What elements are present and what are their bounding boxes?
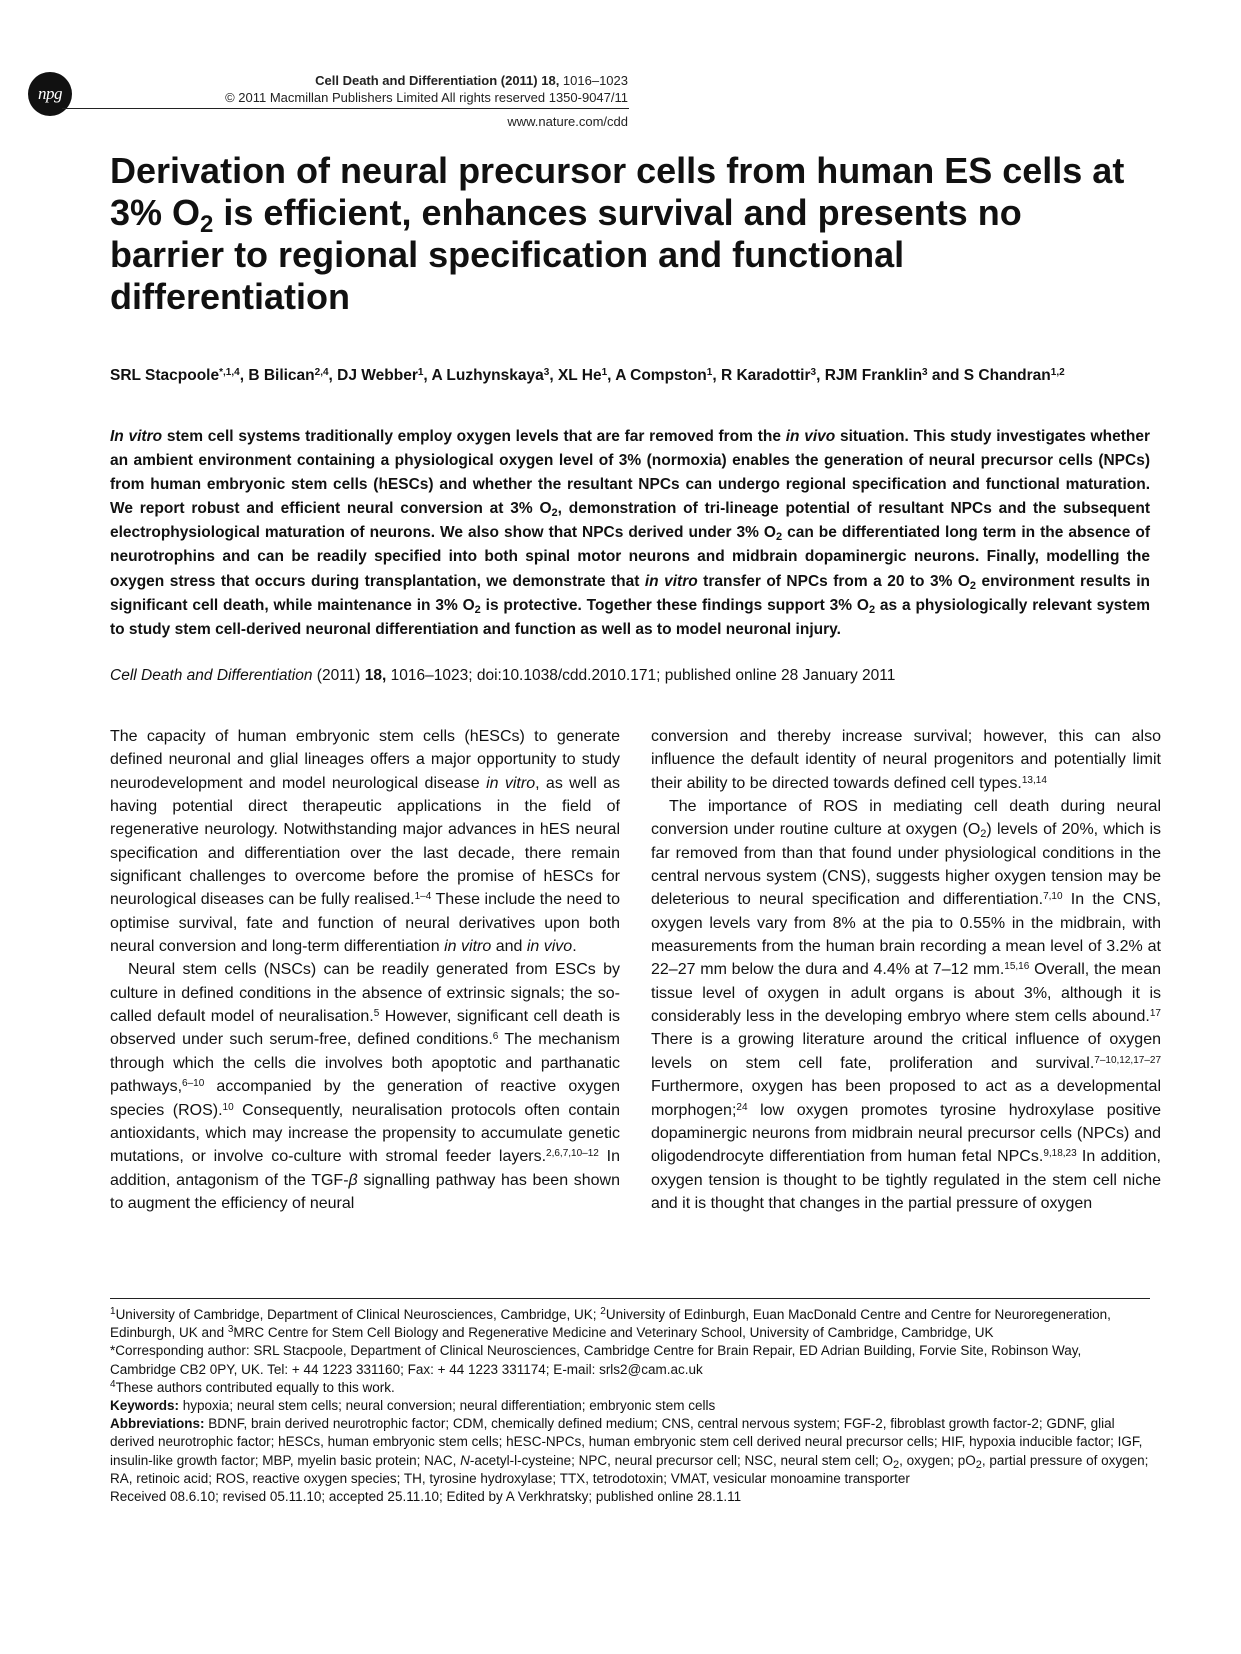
affiliation-marker: 4 [110, 1378, 116, 1390]
body-text: There is a growing literature around the critical influence of oxygen levels on stem cell fate, proliferation and survival. [651, 1031, 1161, 1072]
reference-link[interactable]: 2,6,7,10–12 [546, 1148, 599, 1160]
reference-link[interactable]: 9,18,23 [1043, 1148, 1077, 1160]
author-name[interactable]: XL He [557, 367, 602, 384]
abstract-text: environment results in significant cell death, while maintenance in 3% O [110, 572, 1151, 614]
abbreviations-subscript: 2 [975, 1458, 982, 1471]
body-text: In the CNS, oxygen levels vary from 8% at the pia to 0.55% in the midbrain, with measurements from the human brain recording a mean level of 3.2% at 22–27 mm below the dura and 4.4% at 7–12 mm. [651, 891, 1161, 979]
author-name[interactable]: A Compston [615, 367, 707, 384]
body-text: signalling pathway has been shown to augment the efficiency of neural [110, 1171, 621, 1212]
journal-url[interactable]: www.nature.com/cdd [507, 114, 628, 129]
author-list [110, 366, 1170, 386]
body-paragraph [110, 958, 620, 1215]
author-affiliation: 2,4 [314, 367, 329, 378]
body-text: ) levels of 20%, which is far removed from than that found under physiological conditions in the central nervous system (CNS), suggests higher oxygen tension may be deleterious to neural specification and differentiation. [651, 821, 1162, 909]
reference-link[interactable]: 6–10 [182, 1078, 205, 1090]
author-affiliation: 1,2 [1050, 367, 1065, 378]
affiliation-marker: 1 [110, 1306, 116, 1317]
body-column-right [651, 725, 1161, 1215]
author-name[interactable]: R Karadottir [720, 367, 811, 384]
author-affiliation: 1 [601, 367, 608, 378]
body-text: , as well as having potential direct therapeutic applications in the field of regenerative neurology. Notwithstanding major advances in hES neural specification and differentiation over the last decade, there remain significant challenges to overcome before the promise of hESCs for neurological diseases can be fully realised. [110, 774, 621, 909]
body-text: These include the need to optimise survival, fate and function of neural derivatives upon both neural conversion and long-term differentiation [110, 891, 620, 956]
author-name[interactable]: SRL Stacpoole [110, 367, 220, 384]
affiliation-text: MRC Centre for Stem Cell Biology and Regenerative Medicine and Veterinary School, University of Cambridge, Cambridge, UK [233, 1325, 994, 1341]
author-separator: , [549, 367, 558, 384]
author-separator: , [239, 367, 249, 384]
body-italic: in vitro [444, 938, 492, 956]
reference-link[interactable]: 6 [492, 1031, 499, 1043]
reference-link[interactable]: 24 [736, 1101, 748, 1113]
affiliation-marker: 3 [227, 1324, 234, 1336]
body-italic: β [348, 1171, 358, 1189]
author-affiliation: 3 [922, 367, 928, 378]
author-name[interactable]: RJM Franklin [824, 367, 923, 384]
body-text: However, significant cell death is observed under such serum-free, defined conditions. [110, 1008, 621, 1049]
abbreviations-text: , partial pressure of oxygen; RA, retinoic acid; ROS, reactive oxygen species; TH, tyrosine hydroxylase; TTX, tetrodotoxin; VMAT, vesicular monoamine transporter [110, 1452, 1149, 1486]
author-affiliation: 1 [417, 367, 424, 378]
author-name[interactable]: B Bilican [248, 367, 315, 384]
abstract-text: can be differentiated long term in the absence of neurotrophins and can be readily specified into both spinal motor neurons and midbrain dopaminergic neurons. Finally, modelling the oxygen stress that occurs during transplantation, we demonstrate that [110, 524, 1150, 590]
reference-link[interactable]: 7–10,12,17–27 [1094, 1054, 1161, 1066]
body-text: In addition, antagonism of the TGF- [110, 1148, 620, 1189]
affiliation-marker: 2 [600, 1306, 606, 1317]
footnotes [110, 1306, 1150, 1506]
header-divider [62, 108, 629, 109]
abstract-text: , demonstration of tri-lineage potential of resultant NPCs and the subsequent electrophysiological maturation of neurons. We also show that NPCs derived under 3% O [110, 500, 1150, 542]
body-column-left [110, 725, 620, 1215]
abbreviations-text: -acetyl-l-cysteine; NPC, neural precursor cell; NSC, neural stem cell; O [469, 1452, 894, 1468]
author-separator: , [607, 367, 616, 384]
reference-link[interactable]: 5 [373, 1008, 380, 1020]
keywords-text: hypoxia; neural stem cells; neural conversion; neural differentiation; embryonic stem cells [179, 1398, 716, 1414]
title-text-2: is efficient, enhances survival and presents no barrier to regional specification and functional differentiation [110, 192, 1022, 317]
body-text: Consequently, neuralisation protocols often contain antioxidants, which may increase the propensity to accumulate genetic mutations, or involve co-culture with stromal feeder layers. [110, 1101, 621, 1166]
journal-name: Cell Death and Differentiation (2011) 18, [315, 73, 560, 88]
body-text: The importance of ROS in mediating cell death during neural conversion under routine culture at oxygen (O [651, 798, 1161, 839]
author-separator: and [927, 367, 964, 384]
publisher-logo: npg [28, 72, 72, 116]
affiliations [110, 1306, 1150, 1342]
abbreviations-italic: N [460, 1452, 470, 1468]
body-paragraph [651, 725, 1161, 795]
body-text: In addition, oxygen tension is thought to be tightly regulated in the stem cell niche and it is thought that changes in the partial pressure of oxygen [651, 1148, 1161, 1212]
body-text: The capacity of human embryonic stem cells (hESCs) to generate defined neuronal and glial lineages offers a major opportunity to study neurodevelopment and model neurological disease [110, 728, 620, 792]
equal-contribution-note [110, 1379, 1150, 1397]
body-text: Overall, the mean tissue level of oxygen in adult organs is about 3%, although it is considerably less in the developing embryo where stem cells abound. [651, 961, 1161, 1026]
body-text: low oxygen promotes tyrosine hydroxylase positive dopaminergic neurons from midbrain neural precursor cells (NPCs) and oligodendrocyte differentiation from human fetal NPCs. [651, 1101, 1161, 1166]
note-text: These authors contributed equally to this work. [115, 1379, 395, 1395]
reference-link[interactable]: 17 [1149, 1008, 1161, 1020]
author-affiliation: 3 [543, 367, 550, 378]
abstract-subscript: 2 [969, 579, 977, 592]
author-affiliation: *,1,4 [219, 367, 240, 378]
abstract-subscript: 2 [551, 507, 558, 520]
abstract-text: transfer of NPCs from a 20 to 3% O [697, 572, 970, 590]
author-affiliation: 1 [706, 367, 713, 378]
title-subscript: 2 [200, 211, 214, 238]
footnote-divider [110, 1298, 1150, 1299]
reference-link[interactable]: 15,16 [1004, 961, 1030, 973]
author-affiliation: 3 [810, 367, 817, 378]
abstract-italic: in vivo [785, 428, 836, 445]
citation-volume: 18, [364, 667, 387, 684]
keywords-label: Keywords: [110, 1398, 180, 1414]
body-text: conversion and thereby increase survival; however, this can also influence the default identity of neural progenitors and potentially limit their ability to be directed towards defined cell types. [651, 728, 1161, 792]
abbreviations [110, 1415, 1150, 1488]
body-italic: in vitro [486, 774, 536, 792]
reference-link[interactable]: 7,10 [1043, 891, 1063, 903]
reference-link[interactable]: 13,14 [1021, 774, 1047, 786]
keywords [110, 1397, 1150, 1415]
citation-journal: Cell Death and Differentiation [110, 667, 313, 684]
abstract-text: situation. This study investigates whether an ambient environment containing a physiological oxygen level of 3% (normoxia) enables the generation of neural precursor cells (NPCs) from human embryonic stem cells (hESCs) and whether the resultant NPCs can undergo regional specification and functional maturation. We report robust and efficient neural conversion at 3% O [110, 428, 1150, 518]
body-subscript: 2 [980, 828, 987, 841]
body-paragraph [651, 795, 1161, 1215]
body-text: accompanied by the generation of reactive oxygen species (ROS). [110, 1078, 620, 1119]
abstract-subscript: 2 [868, 603, 876, 616]
reference-link[interactable]: 1–4 [414, 891, 432, 903]
abstract-subscript: 2 [775, 531, 783, 544]
abstract-italic: in vitro [644, 572, 698, 590]
reference-link[interactable]: 10 [222, 1101, 234, 1113]
body-text: Neural stem cells (NSCs) can be readily generated from ESCs by culture in defined conditions in the absence of extrinsic signals; the so-called default model of neuralisation. [110, 961, 620, 1026]
journal-pages: 1016–1023 [559, 73, 628, 88]
body-text: . [572, 938, 577, 956]
abbreviations-label: Abbreviations: [110, 1416, 205, 1432]
affiliation-text: University of Edinburgh, Euan MacDonald Centre and Centre for Neuroregeneration, Edinburgh, UK and [110, 1307, 1111, 1341]
author-separator: , [423, 367, 432, 384]
author-name[interactable]: DJ Webber [337, 367, 418, 384]
citation-line [110, 666, 1150, 686]
title-text-1: Derivation of neural precursor cells from human ES cells at 3% O [110, 150, 1125, 233]
abstract-italic: In vitro [110, 428, 163, 445]
corresponding-author: *Corresponding author: SRL Stacpoole, Department of Clinical Neurosciences, Cambridge Centre for Brain Repair, ED Adrian Building, Forvie Site, Robinson Way, Cambridge CB2 0PY, UK. Tel: + 44 1223 331160; Fax: + 44 1223 331174; E-mail: srls2@cam.ac.uk [110, 1343, 1082, 1377]
abbreviations-text: , oxygen; pO [899, 1452, 976, 1468]
copyright-line: © 2011 Macmillan Publishers Limited All rights reserved 1350-9047/11 [225, 90, 628, 105]
body-text: and [491, 938, 527, 956]
citation-doi: 1016–1023; doi:10.1038/cdd.2010.171; published online 28 January 2011 [386, 667, 896, 684]
body-text: The mechanism through which the cells die involves both apoptotic and parthanatic pathways, [110, 1031, 620, 1096]
abbreviations-subscript: 2 [893, 1458, 900, 1471]
affiliation-text: University of Cambridge, Department of Clinical Neurosciences, Cambridge, UK; [115, 1307, 601, 1322]
abstract-text: is protective. Together these findings support 3% O [480, 596, 869, 614]
abstract [110, 425, 1150, 642]
abstract-subscript: 2 [474, 603, 481, 616]
author-separator: , [816, 367, 825, 384]
abstract-text: stem cell systems traditionally employ oxygen levels that are far removed from the [162, 428, 786, 445]
article-title [110, 150, 1140, 318]
author-name[interactable]: S Chandran [963, 367, 1051, 384]
body-paragraph [110, 725, 620, 958]
abbreviations-text: BDNF, brain derived neurotrophic factor; CDM, chemically defined medium; CNS, central nervous system; FGF-2, fibroblast growth factor-2; GDNF, glial derived neurotrophic factor; hESCs, human embryonic stem cells; hESC-NPCs, human embryonic stem cell derived neural precursor cells; HIF, hypoxia inducible factor; IGF, insulin-like growth factor; MBP, myelin basic protein; NAC, [110, 1416, 1143, 1468]
author-name[interactable]: A Luzhynskaya [431, 367, 544, 384]
received-dates: Received 08.6.10; revised 05.11.10; accepted 25.11.10; Edited by A Verkhratsky; published online 28.1.11 [110, 1489, 742, 1505]
citation-year: (2011) [312, 667, 365, 684]
author-separator: , [328, 367, 338, 384]
body-text: Furthermore, oxygen has been proposed to act as a developmental morphogen; [651, 1078, 1161, 1119]
journal-header [315, 73, 628, 89]
author-separator: , [712, 367, 721, 384]
body-italic: in vivo [526, 938, 573, 956]
abstract-text: as a physiologically relevant system to study stem cell-derived neuronal differentiation and function as well as to model neuronal injury. [110, 596, 1150, 638]
